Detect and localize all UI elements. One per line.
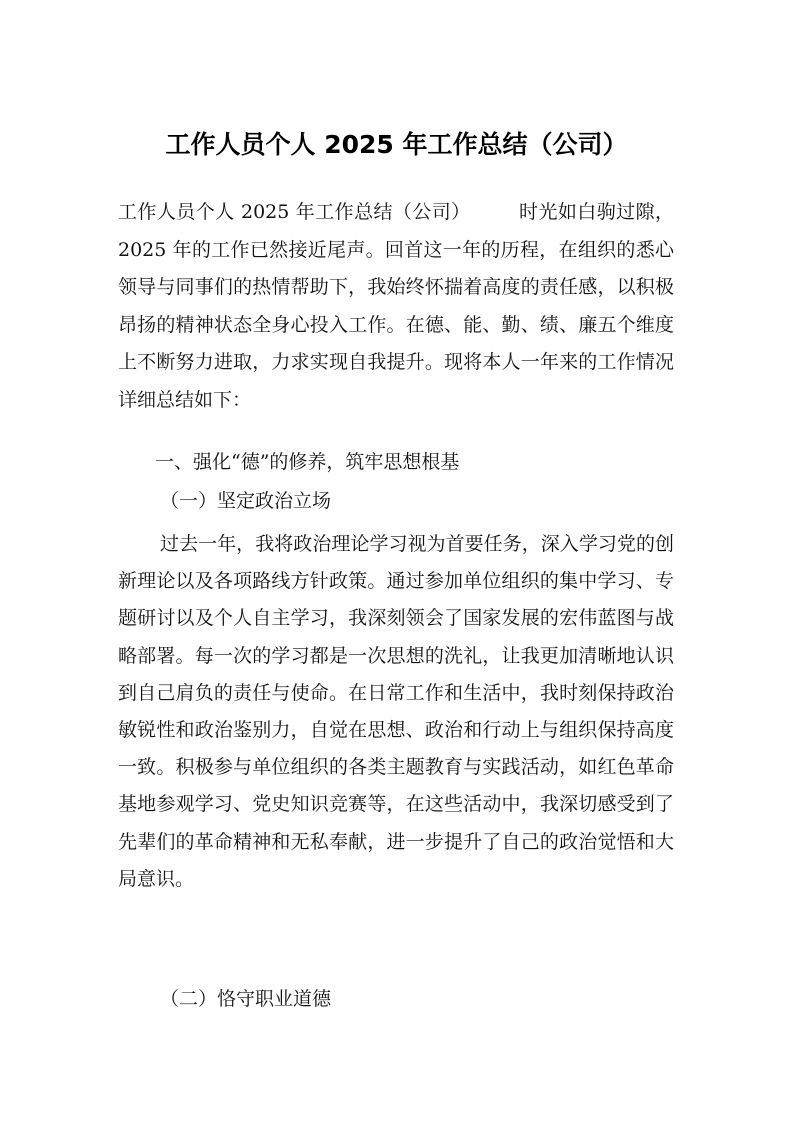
- subsection-heading: （一）坚定政治立场: [160, 490, 332, 512]
- intro-text: 时光如白驹过隙，2025 年的工作已然接近尾声。回首这一年的历程，在组织的悉心领导与同事们的热情帮助下，我始终怀揣着高度的责任感，以积极昂扬的精神状态全身心投入工作。在德、能、勤、绩、廉五个维度上不断努力进取，力求实现自我提升。现将本人一年来的工作情况详细总结如下：: [118, 201, 674, 411]
- subsection-heading-2: （二）恪守职业道德: [160, 988, 332, 1010]
- section-heading: 一、强化“德”的修养，筑牢思想根基: [155, 451, 460, 473]
- body-paragraph: [118, 526, 674, 972]
- paragraph-text: 过去一年，我将政治理论学习视为首要任务，深入学习党的创新理论以及各项路线方针政策。通过参加单位组织的集中学习、专题研讨以及个人自主学习，我深刻领会了国家发展的宏伟蓝图与战略部署。每一次的学习都是一次思想的洗礼，让我更加清晰地认识到自己肩负的责任与使命。在日常工作和生活中，我时刻保持政治敏锐性和政治鉴别力，自觉在思想、政治和行动上与组织保持高度一致。积极参与单位组织的各类主题教育与实践活动，如红色革命基地参观学习、党史知识竞赛等，在这些活动中，我深切感受到了先辈们的革命精神和无私奉献，进一步提升了自己的政治觉悟和大局意识。: [118, 533, 674, 890]
- intro-paragraph: [118, 194, 674, 419]
- document-title: 工作人员个人 2025 年工作总结（公司）: [165, 130, 628, 159]
- intro-label: 工作人员个人 2025 年工作总结（公司）: [118, 201, 471, 223]
